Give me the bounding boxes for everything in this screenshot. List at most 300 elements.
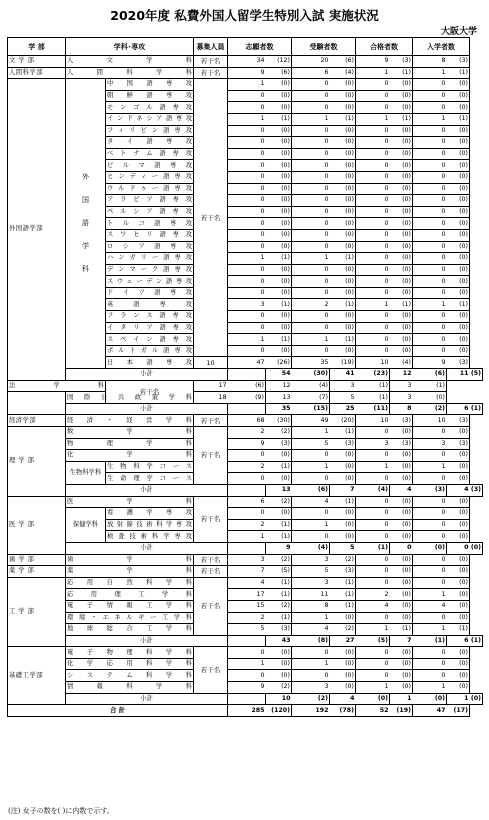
examinees: 0 [292,90,330,102]
department-name: 薬 学 部 [8,566,66,578]
enrolled-female: (0) [447,600,470,612]
examinees-female: (1) [330,427,356,439]
enrolled-female: (0) [447,253,470,265]
passed-female: (0) [390,682,413,694]
enrolled: 1 [413,113,447,125]
passed: 0 [356,90,390,102]
enrolled-female: (0) [447,612,470,624]
passed-female: (0) [390,461,413,473]
examinees: 0 [292,125,330,137]
examinees: 0 [292,345,330,357]
enrolled-female: (0) [447,496,470,508]
examinees: 0 [292,148,330,160]
examinees: 0 [292,647,330,659]
table-row [8,600,483,612]
applicants-female: (0) [266,345,292,357]
program-name: 経 済 ・ 経 営 学 科 [66,415,194,427]
examinees: 0 [292,241,330,253]
passed: 10 [356,415,390,427]
passed: 0 [356,473,390,485]
passed: 0 [356,670,390,682]
enrolled-female: (0) [447,450,470,462]
examinees: 0 [292,218,330,230]
enrolled-female: (0) [447,229,470,241]
applicants: 0 [228,311,266,323]
program-name: デンマーク語専攻 [106,264,194,276]
passed: 0 [356,311,390,323]
examinees-female: (0) [330,90,356,102]
division-label: 保健学科 [66,508,106,543]
program-name: 電 子 情 報 工 学 科 [66,600,194,612]
passed-female: (0) [390,658,413,670]
examinees: 1 [292,461,330,473]
examinees: 49 [292,415,330,427]
passed-female: (0) [390,229,413,241]
applicants: 9 [266,542,292,554]
passed: 0 [356,496,390,508]
enrolled: 0 [413,206,447,218]
division-char: 外 [82,173,89,182]
passed: 0 [356,229,390,241]
enrolled: 3 [390,392,413,404]
examinees-female: (78) [330,705,356,717]
passed-female: (0) [390,589,413,601]
header-gakubu: 学 部 [8,38,66,56]
examinees-female: (0) [330,658,356,670]
applicants-female: (2) [266,554,292,566]
applicants-female: (0) [266,473,292,485]
header-nyugaku: 入学者数 [413,38,470,56]
examinees-female: (0) [330,287,356,299]
program-name: 医 学 科 [66,496,194,508]
enrolled-female: (0) [447,90,470,102]
passed-female: (0) [390,322,413,334]
examinees: 1 [292,658,330,670]
enrolled: 1 [447,693,470,705]
passed-female: (0) [390,334,413,346]
examinees-female: (1) [330,496,356,508]
applicants: 9 [228,682,266,694]
enrolled-female: (0) [447,577,470,589]
applicants: 7 [228,566,266,578]
subtotal-label: 小計 [66,403,228,415]
applicants-female: (1) [266,589,292,601]
recruitment-count: 若干名 [194,647,228,693]
enrolled: 0 [447,542,470,554]
passed: 0 [356,79,390,91]
table-row [8,392,483,404]
examinees: 4 [292,496,330,508]
applicants-female: (3) [266,624,292,636]
enrolled: 0 [413,322,447,334]
applicants-female: (9) [228,392,266,404]
enrolled-female: (0) [447,427,470,439]
enrolled: 0 [413,577,447,589]
examinees: 0 [292,102,330,114]
passed: 0 [356,102,390,114]
examinees-female: (0) [330,531,356,543]
passed: 0 [356,171,390,183]
program-name: 英 語 専 攻 [106,299,194,311]
examinees-female: (0) [330,79,356,91]
program-name: 薬 学 科 [66,566,194,578]
enrolled-female: (3) [447,357,470,369]
enrolled-female: (0) [447,183,470,195]
applicants: 3 [228,554,266,566]
applicants-female: (120) [266,705,292,717]
enrolled: 0 [413,90,447,102]
passed-female: (0) [390,125,413,137]
examinees-female: (0) [330,160,356,172]
enrolled-female: (0) [447,79,470,91]
table-row [8,624,483,636]
examinees: 3 [292,554,330,566]
program-name: 化 学 応 用 科 学 科 [66,658,194,670]
recruitment-count: 若干名 [194,56,228,68]
examinees: 7 [330,484,356,496]
program-name: 地 球 総 合 工 学 科 [66,624,194,636]
enrolled: 9 [413,357,447,369]
examinees-female: (0) [330,345,356,357]
examinees-female: (0) [330,183,356,195]
total-row [8,705,483,717]
applicants: 5 [228,624,266,636]
enrolled: 0 [413,658,447,670]
applicants-female: (0) [266,276,292,288]
applicants: 9 [228,438,266,450]
applicants: 0 [228,171,266,183]
enrolled-female: (3) [447,438,470,450]
enrolled-female: (0) [447,160,470,172]
passed: 0 [356,554,390,566]
passed: 8 [390,403,413,415]
examinees-female: (1) [330,577,356,589]
enrolled-female: (0) [470,693,483,705]
enrolled: 1 [413,67,447,79]
enrolled-female: (3) [447,56,470,68]
applicants: 0 [228,241,266,253]
applicants: 0 [228,670,266,682]
applicants: 1 [228,79,266,91]
examinees-female: (19) [330,357,356,369]
applicants-female: (6) [228,380,266,392]
applicants: 0 [228,508,266,520]
applicants-female: (4) [292,542,330,554]
enrolled: 0 [413,345,447,357]
enrolled-female: (0) [447,241,470,253]
recruitment-count: 10 [194,357,228,369]
applicants-female: (0) [266,450,292,462]
enrolled: 0 [413,508,447,520]
enrolled: 3 [390,380,413,392]
examinees-female: (0) [330,264,356,276]
examinees-female: (6) [330,56,356,68]
applicants: 18 [194,392,228,404]
examinees-female: (0) [330,612,356,624]
enrolled: 6 [447,403,470,415]
applicants-female: (0) [266,206,292,218]
examinees-female: (1) [330,589,356,601]
applicants: 1 [228,113,266,125]
applicants-female: (0) [266,241,292,253]
examinees-female: (0) [330,647,356,659]
program-name: スウェーデン語専攻 [106,276,194,288]
applicants: 0 [228,102,266,114]
enrolled: 0 [413,450,447,462]
enrolled: 0 [413,183,447,195]
enrolled-female: (0) [447,670,470,682]
applicants-female: (1) [266,113,292,125]
passed-female: (0) [390,508,413,520]
program-name: フィリピン語専攻 [106,125,194,137]
enrolled: 0 [413,566,447,578]
university-name: 大阪大学 [440,27,477,37]
subtotal-label: 小計 [66,542,228,554]
applicants: 1 [228,334,266,346]
enrolled: 0 [413,102,447,114]
passed: 0 [356,508,390,520]
passed-female: (0) [390,473,413,485]
passed: 1 [356,299,390,311]
examinees: 1 [292,253,330,265]
division-char: 学 [82,242,89,251]
program-name: タ イ 語 専 攻 [106,137,194,149]
examinees: 5 [330,542,356,554]
examinees-female: (0) [330,322,356,334]
division-char: 科 [82,265,89,274]
table-row [8,79,483,91]
examinees-female: (0) [330,473,356,485]
passed-female: (0) [390,79,413,91]
enrolled-female: (0) [447,461,470,473]
applicants-female: (1) [266,531,292,543]
enrolled: 10 [413,415,447,427]
passed: 0 [356,125,390,137]
examinees: 0 [292,137,330,149]
enrolled: 0 [413,195,447,207]
examinees-female: (0) [330,682,356,694]
enrolled: 0 [413,554,447,566]
passed-female: (1) [390,299,413,311]
enrolled-female: (0) [447,264,470,276]
examinees: 0 [292,508,330,520]
passed: 1 [356,67,390,79]
enrolled-female: (1) [447,67,470,79]
program-name: ウルドゥー語専攻 [106,183,194,195]
enrolled: 0 [413,171,447,183]
examinees: 3 [292,682,330,694]
examinees: 12 [266,380,292,392]
enrolled-female: (0) [447,195,470,207]
passed-female: (0) [390,612,413,624]
program-name: ド イ ツ 語 専 攻 [106,287,194,299]
applicants: 34 [228,56,266,68]
division-char: 語 [82,219,89,228]
applicants: 17 [194,380,228,392]
applicants-female: (0) [266,322,292,334]
examinees: 3 [292,577,330,589]
table-row [8,496,483,508]
passed-female: (0) [390,345,413,357]
enrolled-female: (0) [447,322,470,334]
passed: 0 [356,577,390,589]
applicants-female: (0) [266,195,292,207]
table-row [8,450,483,462]
examinees-female: (1) [330,600,356,612]
applicants-female: (26) [266,357,292,369]
table-row [8,427,483,439]
enrolled-female: (0) [447,682,470,694]
passed-female: (0) [390,195,413,207]
table-row [8,554,483,566]
recruitment-count: 若干名 [194,415,228,427]
program-name: スペイン語専攻 [106,334,194,346]
program-name: 人 間 科 学 科 [66,67,194,79]
department-name: 文 学 部 [8,56,66,68]
passed: 1 [356,624,390,636]
passed-female: (0) [390,287,413,299]
applicants: 13 [266,484,292,496]
enrolled: 11 [447,369,470,381]
program-name: 物 理 学 科 [66,438,194,450]
examinees: 41 [330,369,356,381]
examinees-female: (1) [330,253,356,265]
passed: 4 [356,600,390,612]
applicants: 1 [228,658,266,670]
examinees: 11 [292,589,330,601]
passed-female: (3) [390,415,413,427]
table-row [8,56,483,68]
enrolled-female: (0) [447,345,470,357]
passed-female: (0) [390,427,413,439]
program-name: ハンガリー語専攻 [106,253,194,265]
passed: 0 [356,345,390,357]
passed: 4 [390,484,413,496]
enrolled: 0 [413,148,447,160]
applicants: 0 [228,450,266,462]
applicants: 2 [228,519,266,531]
applicants: 0 [228,276,266,288]
passed: 0 [356,253,390,265]
applicants: 68 [228,415,266,427]
division-char: 国 [82,196,89,205]
examinees: 0 [292,264,330,276]
examinees: 1 [292,334,330,346]
department-name: 歯 学 部 [8,554,66,566]
page-title: 2020年度 私費外国人留学生特別入試 実施状況 [110,8,379,23]
program-name: フランス語専攻 [106,311,194,323]
header-row [8,38,483,56]
passed-female: (0) [390,670,413,682]
passed-female: (1) [413,635,447,647]
examinees-female: (11) [356,403,390,415]
examinees: 0 [292,670,330,682]
examinees-female: (0) [330,218,356,230]
passed-female: (0) [390,450,413,462]
examinees: 0 [292,322,330,334]
examinees: 0 [292,473,330,485]
applicants-female: (6) [266,67,292,79]
examinees: 0 [292,206,330,218]
enrolled: 0 [413,125,447,137]
enrolled: 1 [413,461,447,473]
passed-female: (0) [390,496,413,508]
passed-female: (0) [390,90,413,102]
enrolled: 0 [413,531,447,543]
examinees: 25 [330,403,356,415]
program-name: 化 学 科 [66,450,194,462]
passed: 0 [356,450,390,462]
applicants-female: (0) [266,264,292,276]
applicants: 0 [228,125,266,137]
enrolled: 0 [413,253,447,265]
applicants: 2 [228,461,266,473]
table-row [8,647,483,659]
recruitment-count: 若干名 [194,79,228,357]
examinees-female: (4) [292,380,330,392]
applicants: 0 [228,345,266,357]
applicants: 0 [228,473,266,485]
applicants: 0 [228,183,266,195]
applicants: 0 [228,195,266,207]
program-name: スワヒリ語専攻 [106,229,194,241]
program-name: 電 子 物 理 科 学 科 [66,647,194,659]
examinees: 0 [292,79,330,91]
examinees: 6 [292,67,330,79]
table-row [8,415,483,427]
program-name: モンゴル語専攻 [106,102,194,114]
applicants-female: (0) [266,171,292,183]
enrolled-female: (1) [447,624,470,636]
program-name: 日 本 語 専 攻 [106,357,194,369]
applicants-female: (1) [266,519,292,531]
examinees-female: (0) [330,137,356,149]
enrolled: 0 [413,311,447,323]
recruitment-count: 若干名 [194,427,228,485]
passed: 0 [356,264,390,276]
passed-female: (0) [413,693,447,705]
passed: 52 [356,705,390,717]
program-name: ト ル コ 語 専 攻 [106,218,194,230]
total-label: 合 計 [8,705,228,717]
applicants-female: (1) [266,334,292,346]
examinees-female: (1) [330,299,356,311]
applicants: 0 [228,287,266,299]
enrolled: 0 [413,519,447,531]
applicants-female: (30) [266,415,292,427]
recruitment-count: 若干名 [106,380,194,403]
passed-female: (4) [390,357,413,369]
applicants-female: (0) [266,90,292,102]
examinees: 35 [292,357,330,369]
applicants-female: (15) [292,403,330,415]
examinees-female: (20) [330,415,356,427]
applicants-female: (8) [292,635,330,647]
applicants: 0 [228,90,266,102]
footnote: (注) 女子の数を( )に内数で示す。 [8,807,114,815]
program-name: 中 国 語 専 攻 [106,79,194,91]
enrolled-female: (0) [447,148,470,160]
examinees: 1 [292,113,330,125]
examinees: 4 [292,624,330,636]
applicants-female: (0) [266,658,292,670]
passed-female: (0) [390,183,413,195]
passed-female: (3) [390,438,413,450]
program-name: ペルシア語専攻 [106,206,194,218]
enrolled: 1 [413,682,447,694]
examinees-female: (3) [330,438,356,450]
passed-female: (0) [390,577,413,589]
